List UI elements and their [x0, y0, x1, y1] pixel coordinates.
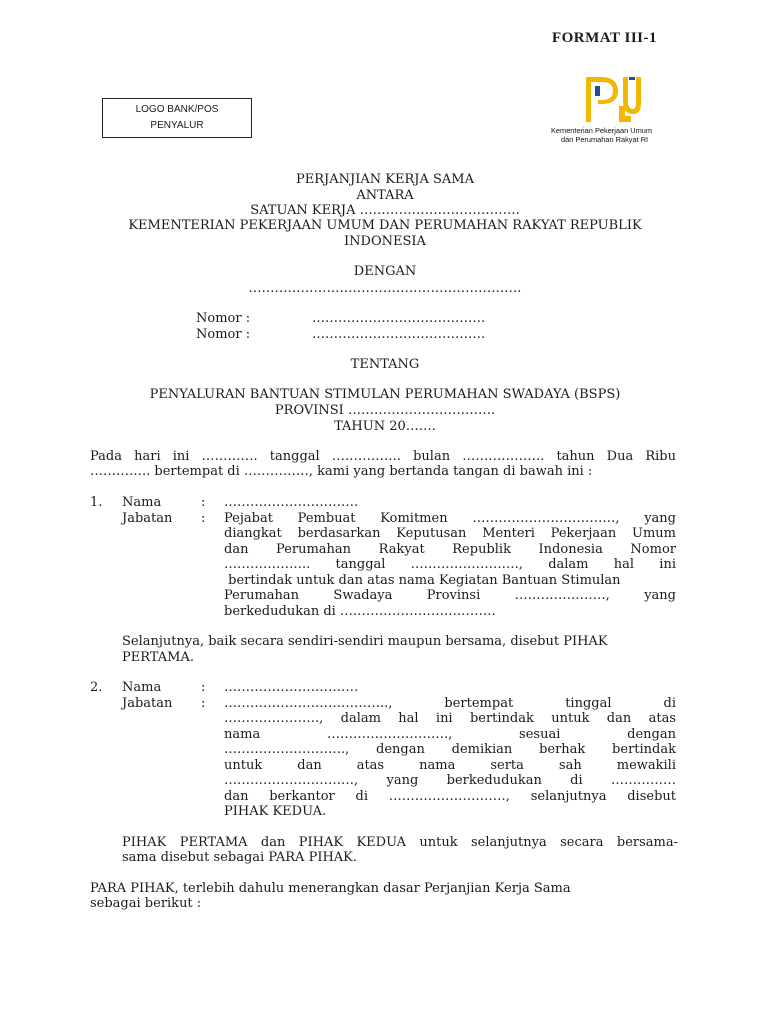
party1-number: 1. — [90, 495, 103, 510]
party2-jabatan-line: dan berkantor di ………………………, selanjutnya disebut — [224, 789, 676, 804]
title-line-1: PERJANJIAN KERJA SAMA — [296, 172, 474, 187]
party2-jabatan-line: ……………………………….., bertempat tinggal di — [224, 696, 676, 711]
title-line-7: ……………………………………………………… — [248, 281, 522, 296]
title-line-2: ANTARA — [356, 188, 414, 203]
closing-para1-line-1: PIHAK PERTAMA dan PIHAK KEDUA untuk selanjutnya secara bersama- — [122, 835, 678, 850]
ministry-logo-caption — [551, 126, 677, 144]
party1-summary-line-2: PERTAMA. — [122, 650, 194, 665]
format-label: FORMAT III-1 — [551, 30, 657, 46]
nomor-label-2: Nomor : — [196, 327, 251, 342]
party2-nama-label: Nama — [122, 680, 162, 695]
closing-para1-line-2: sama disebut sebagai PARA PIHAK. — [122, 850, 358, 865]
pu-logo-icon — [585, 76, 641, 124]
party2-jabatan-colon: : — [201, 696, 206, 711]
party1-jabatan-line: ……………….. tanggal ……………………., dalam hal ini — [224, 557, 676, 572]
title-line-6: DENGAN — [353, 264, 417, 279]
logo-box-line2: PENYALUR — [150, 120, 204, 131]
party2-jabatan-label: Jabatan — [122, 696, 173, 711]
bank-logo-placeholder — [102, 98, 252, 138]
party1-jabatan-line: berkedudukan di ……………………………… — [224, 604, 496, 619]
party1-jabatan-label: Jabatan — [122, 511, 173, 526]
party2-jabatan-line: untuk dan atas nama serta sah mewakili — [224, 758, 676, 773]
party1-jabatan-line: bertindak untuk dan atas nama Kegiatan Bantuan Stimulan — [224, 573, 621, 588]
party2-jabatan-line: PIHAK KEDUA. — [224, 804, 327, 819]
subject-line-1: PENYALURAN BANTUAN STIMULAN PERUMAHAN SWADAYA (BSPS) — [149, 387, 621, 402]
party2-jabatan-line: ………………………., dengan demikian berhak bertindak — [224, 742, 676, 757]
party1-jabatan-colon: : — [201, 511, 206, 526]
title-line-4: KEMENTERIAN PEKERJAAN UMUM DAN PERUMAHAN RAKYAT REPUBLIK — [128, 218, 642, 233]
party2-number: 2. — [90, 680, 103, 695]
closing-para2-line-2: sebagai berikut : — [90, 896, 202, 911]
party1-nama-value: …………………………. — [224, 495, 359, 510]
title-line-5: INDONESIA — [344, 234, 426, 249]
ministry-caption-line1: Kementerian Pekerjaan Umum — [551, 126, 653, 135]
party2-nama-value: …………………………. — [224, 680, 359, 695]
opening-line-1: Pada hari ini …………. tanggal ……………. bulan ………………. tahun Dua Ribu — [90, 449, 676, 464]
nomor-label-1: Nomor : — [196, 311, 251, 326]
party2-jabatan-line: …………………., dalam hal ini bertindak untuk dan atas — [224, 711, 676, 726]
party1-jabatan-line: dan Perumahan Rakyat Republik Indonesia Nomor — [224, 542, 676, 557]
party2-jabatan-line: nama ………………………., sesuai dengan — [224, 727, 676, 742]
subject-line-2: PROVINSI ……………………………. — [274, 403, 496, 418]
subject-line-3: TAHUN 20……. — [334, 419, 436, 434]
party1-nama-label: Nama — [122, 495, 162, 510]
title-line-3: SATUAN KERJA ………………………………. — [250, 203, 520, 218]
opening-line-2: ………….. bertempat di ……………, kami yang bertanda tangan di bawah ini : — [90, 464, 593, 479]
logo-box-line1: LOGO BANK/POS — [135, 104, 219, 115]
party1-jabatan-line: Perumahan Swadaya Provinsi …………………, yang — [224, 588, 676, 603]
party2-jabatan-line: …………………………, yang berkedudukan di …………… — [224, 773, 676, 788]
nomor-value-1: …………………………………. — [312, 311, 486, 326]
party2-nama-colon: : — [201, 680, 206, 695]
closing-para2-line-1: PARA PIHAK, terlebih dahulu menerangkan dasar Perjanjian Kerja Sama — [90, 881, 571, 896]
party1-nama-colon: : — [201, 495, 206, 510]
party1-jabatan-line: Pejabat Pembuat Komitmen ……………………………, yang — [224, 511, 676, 526]
party1-summary-line-1: Selanjutnya, baik secara sendiri-sendiri maupun bersama, disebut PIHAK — [122, 634, 608, 649]
party1-jabatan-line: diangkat berdasarkan Keputusan Menteri Pekerjaan Umum — [224, 526, 676, 541]
tentang-heading: TENTANG — [350, 357, 420, 372]
nomor-value-2: …………………………………. — [312, 327, 486, 342]
ministry-caption-line2: dan Perumahan Rakyat RI — [561, 135, 649, 144]
